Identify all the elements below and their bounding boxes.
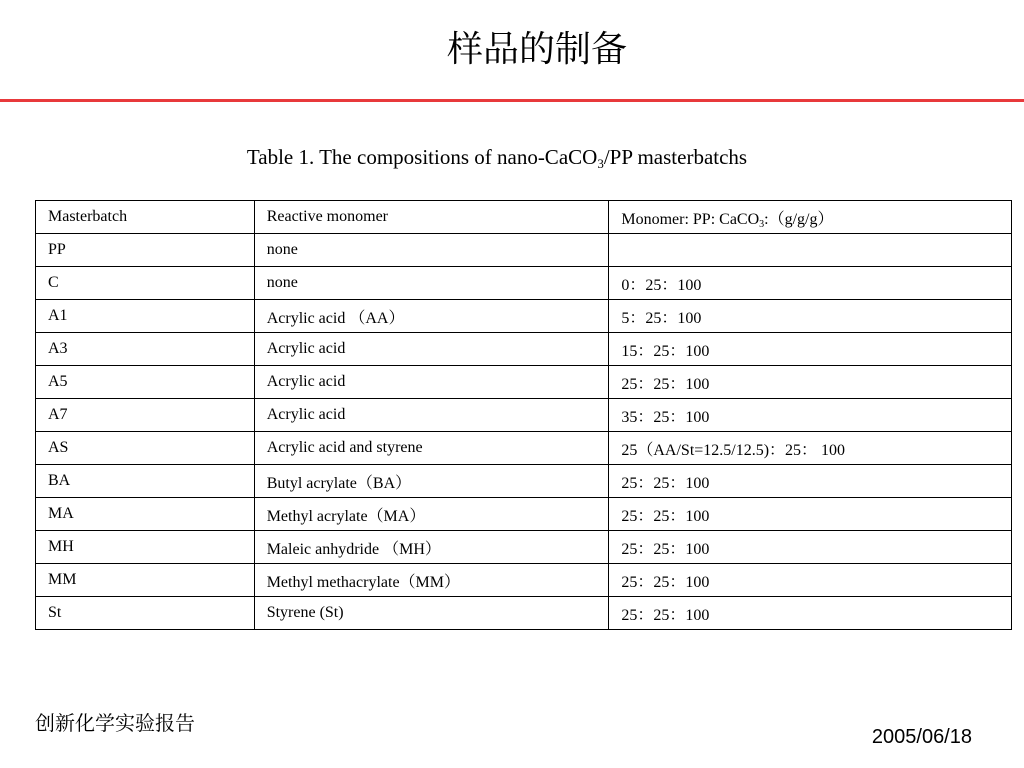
cell-ratio: 25：25：100 xyxy=(609,597,1012,630)
cell-monomer: Acrylic acid xyxy=(254,399,609,432)
table-body xyxy=(36,201,1012,630)
cell-ratio: 25：25：100 xyxy=(609,564,1012,597)
cell-monomer: none xyxy=(254,267,609,300)
cell-monomer: Maleic anhydride （MH） xyxy=(254,531,609,564)
caption-subscript: 3 xyxy=(597,156,604,171)
table-row xyxy=(36,432,1012,465)
table-row xyxy=(36,300,1012,333)
header-ratio-tail: :（g/g/g） xyxy=(764,210,834,228)
cell-ratio: 25：25：100 xyxy=(609,498,1012,531)
table-row xyxy=(36,333,1012,366)
cell-ratio xyxy=(609,234,1012,267)
cell-ratio: 0：25：100 xyxy=(609,267,1012,300)
table-row xyxy=(36,234,1012,267)
caption-tail: /PP masterbatchs xyxy=(603,145,748,169)
table-row xyxy=(36,465,1012,498)
cell-ratio: 25：25：100 xyxy=(609,465,1012,498)
cell-monomer: none xyxy=(254,234,609,267)
table-header-row xyxy=(36,201,1012,234)
cell-monomer: Methyl methacrylate（MM） xyxy=(254,564,609,597)
cell-masterbatch: MA xyxy=(36,498,255,531)
cell-masterbatch: A5 xyxy=(36,366,255,399)
table-row xyxy=(36,267,1012,300)
cell-monomer: Styrene (St) xyxy=(254,597,609,630)
footer-report-label: 创新化学实验报告 xyxy=(35,711,195,735)
caption-main: Table 1. The compositions of nano-CaCO xyxy=(246,145,598,169)
cell-ratio: 25：25：100 xyxy=(609,531,1012,564)
cell-masterbatch: C xyxy=(36,267,255,300)
footer-date: 2005/06/18 xyxy=(871,726,972,748)
cell-ratio: 15：25：100 xyxy=(609,333,1012,366)
cell-ratio: 35：25：100 xyxy=(609,399,1012,432)
table-row xyxy=(36,531,1012,564)
composition-table xyxy=(35,200,1012,630)
cell-ratio: 25（AA/St=12.5/12.5)：25： 100 xyxy=(609,432,1012,465)
cell-masterbatch: AS xyxy=(36,432,255,465)
table-row xyxy=(36,498,1012,531)
cell-masterbatch: A7 xyxy=(36,399,255,432)
cell-monomer: Acrylic acid and styrene xyxy=(254,432,609,465)
header-ratio-main: Monomer: PP: CaCO xyxy=(621,210,760,228)
cell-monomer: Acrylic acid xyxy=(254,333,609,366)
cell-monomer: Acrylic acid （AA） xyxy=(254,300,609,333)
table-row xyxy=(36,366,1012,399)
cell-ratio: 25：25：100 xyxy=(609,366,1012,399)
title-divider xyxy=(0,99,1024,102)
cell-masterbatch: St xyxy=(36,597,255,630)
table-row xyxy=(36,399,1012,432)
table-caption xyxy=(0,140,1024,174)
table-row xyxy=(36,597,1012,630)
cell-monomer: Methyl acrylate（MA） xyxy=(254,498,609,531)
cell-ratio: 5：25：100 xyxy=(609,300,1012,333)
cell-monomer: Butyl acrylate（BA） xyxy=(254,465,609,498)
cell-masterbatch: PP xyxy=(36,234,255,267)
cell-masterbatch: MH xyxy=(36,531,255,564)
table-row xyxy=(36,564,1012,597)
slide-title: 样品的制备 xyxy=(446,29,627,70)
header-reactive-monomer: Reactive monomer xyxy=(254,201,609,234)
cell-masterbatch: MM xyxy=(36,564,255,597)
header-ratio xyxy=(609,201,1012,234)
cell-masterbatch: A3 xyxy=(36,333,255,366)
cell-masterbatch: BA xyxy=(36,465,255,498)
header-masterbatch: Masterbatch xyxy=(36,201,255,234)
header-ratio-subscript: 3 xyxy=(759,218,765,230)
cell-monomer: Acrylic acid xyxy=(254,366,609,399)
cell-masterbatch: A1 xyxy=(36,300,255,333)
